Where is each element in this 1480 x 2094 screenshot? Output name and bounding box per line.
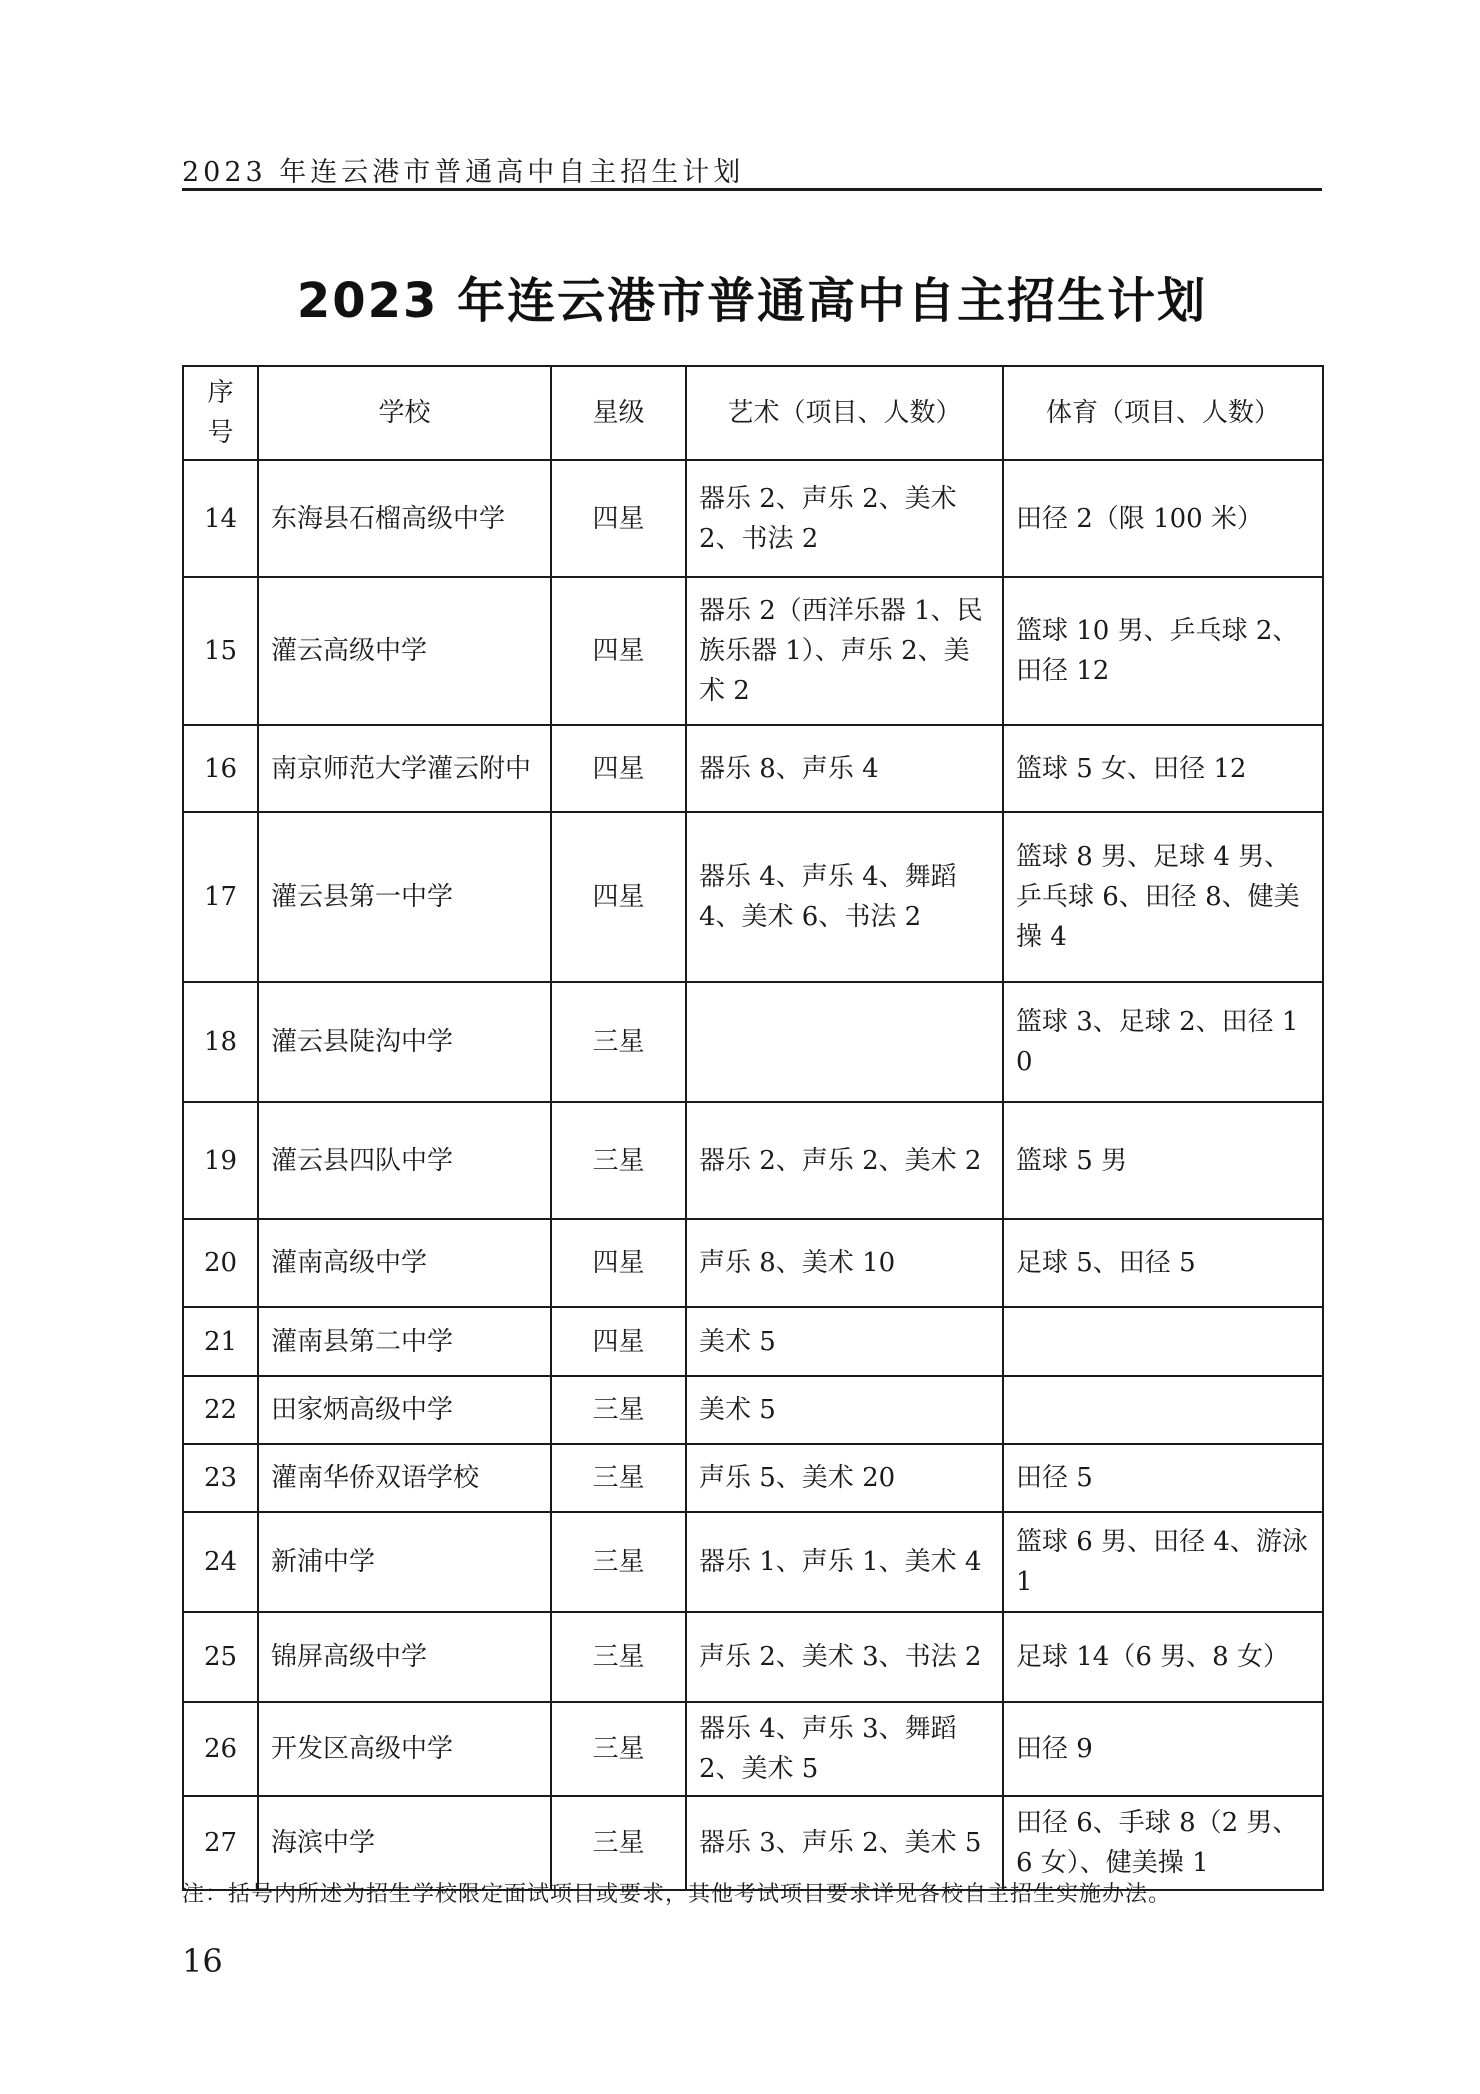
sport-quota: 足球 5、田径 5 <box>1003 1219 1323 1307</box>
row-number: 27 <box>183 1796 258 1890</box>
row-number: 15 <box>183 577 258 725</box>
star-level: 四星 <box>551 812 686 982</box>
art-quota: 器乐 1、声乐 1、美术 4 <box>686 1512 1003 1612</box>
column-header-no: 序号 <box>183 366 258 460</box>
table-row <box>183 1512 1323 1612</box>
school-name: 南京师范大学灌云附中 <box>258 725 551 812</box>
star-level: 三星 <box>551 1612 686 1702</box>
admission-plan-table <box>182 365 1324 1891</box>
art-quota <box>686 982 1003 1102</box>
row-number: 24 <box>183 1512 258 1612</box>
art-quota: 器乐 3、声乐 2、美术 5 <box>686 1796 1003 1890</box>
sport-quota: 篮球 5 男 <box>1003 1102 1323 1219</box>
row-number: 21 <box>183 1307 258 1376</box>
star-level: 三星 <box>551 1512 686 1612</box>
row-number: 18 <box>183 982 258 1102</box>
school-name: 灌南高级中学 <box>258 1219 551 1307</box>
sport-quota: 篮球 8 男、足球 4 男、乒乓球 6、田径 8、健美操 4 <box>1003 812 1323 982</box>
school-name: 开发区高级中学 <box>258 1702 551 1796</box>
table-row <box>183 1102 1323 1219</box>
column-header-star: 星级 <box>551 366 686 460</box>
star-level: 四星 <box>551 577 686 725</box>
school-name: 灌云高级中学 <box>258 577 551 725</box>
table-row <box>183 460 1323 577</box>
art-quota: 声乐 8、美术 10 <box>686 1219 1003 1307</box>
school-name: 海滨中学 <box>258 1796 551 1890</box>
table-row <box>183 1796 1323 1890</box>
art-quota: 声乐 5、美术 20 <box>686 1444 1003 1512</box>
sport-quota: 足球 14（6 男、8 女） <box>1003 1612 1323 1702</box>
row-number: 14 <box>183 460 258 577</box>
star-level: 四星 <box>551 1307 686 1376</box>
table-row <box>183 1702 1323 1796</box>
sport-quota <box>1003 1307 1323 1376</box>
star-level: 三星 <box>551 1444 686 1512</box>
table-row <box>183 725 1323 812</box>
school-name: 东海县石榴高级中学 <box>258 460 551 577</box>
row-number: 19 <box>183 1102 258 1219</box>
art-quota: 器乐 4、声乐 4、舞蹈 4、美术 6、书法 2 <box>686 812 1003 982</box>
star-level: 四星 <box>551 460 686 577</box>
sport-quota <box>1003 1376 1323 1444</box>
school-name: 灌云县陡沟中学 <box>258 982 551 1102</box>
sport-quota: 田径 2（限 100 米） <box>1003 460 1323 577</box>
art-quota: 器乐 2、声乐 2、美术 2 <box>686 1102 1003 1219</box>
art-quota: 美术 5 <box>686 1307 1003 1376</box>
star-level: 三星 <box>551 982 686 1102</box>
star-level: 三星 <box>551 1796 686 1890</box>
column-header-school: 学校 <box>258 366 551 460</box>
star-level: 四星 <box>551 1219 686 1307</box>
school-name: 田家炳高级中学 <box>258 1376 551 1444</box>
table-row <box>183 1307 1323 1376</box>
running-header: 2023 年连云港市普通高中自主招生计划 <box>182 157 745 188</box>
school-name: 灌南县第二中学 <box>258 1307 551 1376</box>
table-row <box>183 982 1323 1102</box>
sport-quota: 篮球 3、足球 2、田径 10 <box>1003 982 1323 1102</box>
table-row <box>183 1612 1323 1702</box>
art-quota: 美术 5 <box>686 1376 1003 1444</box>
column-header-art: 艺术（项目、人数） <box>686 366 1003 460</box>
sport-quota: 田径 5 <box>1003 1444 1323 1512</box>
school-name: 灌云县四队中学 <box>258 1102 551 1219</box>
star-level: 三星 <box>551 1102 686 1219</box>
row-number: 26 <box>183 1702 258 1796</box>
row-number: 17 <box>183 812 258 982</box>
art-quota: 声乐 2、美术 3、书法 2 <box>686 1612 1003 1702</box>
star-level: 四星 <box>551 725 686 812</box>
sport-quota: 田径 6、手球 8（2 男、6 女）、健美操 1 <box>1003 1796 1323 1890</box>
school-name: 新浦中学 <box>258 1512 551 1612</box>
sport-quota: 篮球 10 男、乒乓球 2、田径 12 <box>1003 577 1323 725</box>
row-number: 23 <box>183 1444 258 1512</box>
footnote: 注：括号内所述为招生学校限定面试项目或要求，其他考试项目要求详见各校自主招生实施办法。 <box>182 1882 1172 1907</box>
sport-quota: 篮球 6 男、田径 4、游泳 1 <box>1003 1512 1323 1612</box>
table-row <box>183 1376 1323 1444</box>
table-row <box>183 1444 1323 1512</box>
column-header-sport: 体育（项目、人数） <box>1003 366 1323 460</box>
school-name: 灌云县第一中学 <box>258 812 551 982</box>
page-number: 16 <box>182 1942 223 1980</box>
art-quota: 器乐 2（西洋乐器 1、民族乐器 1）、声乐 2、美术 2 <box>686 577 1003 725</box>
header-rule <box>182 188 1322 191</box>
row-number: 20 <box>183 1219 258 1307</box>
art-quota: 器乐 4、声乐 3、舞蹈 2、美术 5 <box>686 1702 1003 1796</box>
table-row <box>183 812 1323 982</box>
row-number: 22 <box>183 1376 258 1444</box>
star-level: 三星 <box>551 1376 686 1444</box>
table-row <box>183 1219 1323 1307</box>
row-number: 25 <box>183 1612 258 1702</box>
school-name: 灌南华侨双语学校 <box>258 1444 551 1512</box>
school-name: 锦屏高级中学 <box>258 1612 551 1702</box>
table-row <box>183 577 1323 725</box>
art-quota: 器乐 8、声乐 4 <box>686 725 1003 812</box>
sport-quota: 田径 9 <box>1003 1702 1323 1796</box>
page-title: 2023 年连云港市普通高中自主招生计划 <box>296 273 1208 329</box>
table-header-row <box>183 366 1323 460</box>
sport-quota: 篮球 5 女、田径 12 <box>1003 725 1323 812</box>
art-quota: 器乐 2、声乐 2、美术 2、书法 2 <box>686 460 1003 577</box>
star-level: 三星 <box>551 1702 686 1796</box>
row-number: 16 <box>183 725 258 812</box>
